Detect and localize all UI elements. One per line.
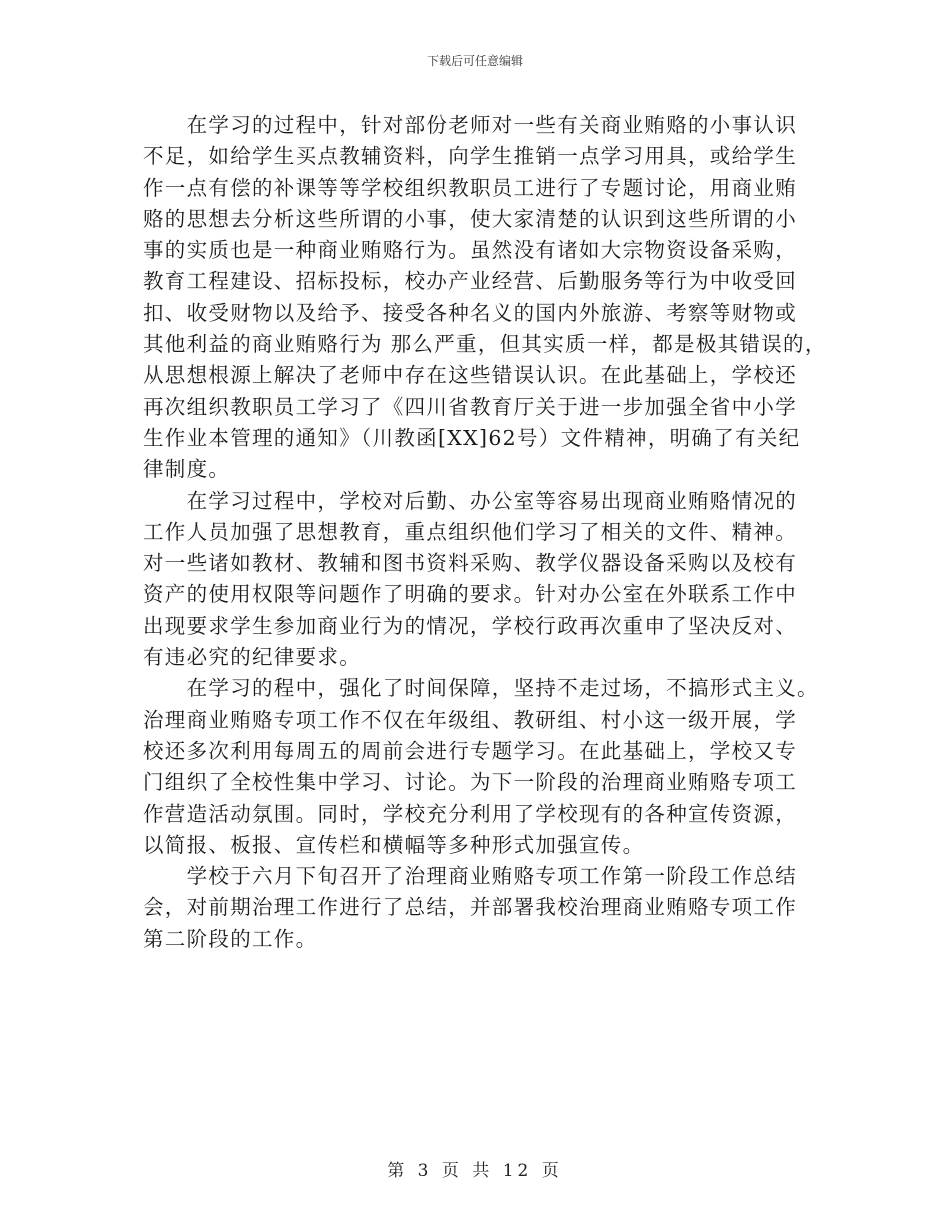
text-line: 在学习的过程中，针对部份老师对一些有关商业贿赂的小事认识: [143, 113, 797, 137]
text-line: 以简报、板报、宣传栏和横幅等多种形式加强宣传。: [143, 832, 645, 857]
text-line: 作营造活动氛围。同时，学校充分利用了学校现有的各种宣传资源，: [143, 801, 797, 826]
page-header: 下载后可任意编辑: [426, 54, 523, 68]
text-line: 资产的使用权限等问题作了明确的要求。针对办公室在外联系工作中: [143, 582, 797, 607]
text-line: 学校于六月下旬召开了治理商业贿赂专项工作第一阶段工作总结: [143, 864, 797, 889]
text-line: 作一点有偿的补课等等学校组织教职员工进行了专题讨论，用商业贿: [143, 175, 797, 200]
paragraph-4: [143, 861, 823, 955]
text-line: 出现要求学生参加商业行为的情况，学校行政再次重申了坚决反对、: [143, 613, 797, 638]
text-line: 会，对前期治理工作进行了总结，并部署我校治理商业贿赂专项工作: [143, 895, 797, 920]
paragraph-2: [143, 486, 823, 674]
page-footer: 第 3 页 共 12 页: [387, 1161, 563, 1181]
text-line: 对一些诸如教材、教辅和图书资料采购、教学仪器设备采购以及校有: [143, 551, 797, 576]
text-line: 再次组织教职员工学习了《四川省教育厅关于进一步加强全省中小学: [143, 394, 797, 419]
text-line: 有违必究的纪律要求。: [143, 645, 361, 670]
text-line: 其他利益的商业贿赂行为 那么严重，但其实质一样，都是极其错误的，: [143, 332, 827, 357]
document-body: [143, 110, 827, 955]
text-line: 从思想根源上解决了老师中存在这些错误认识。在此基础上，学校还: [143, 363, 797, 388]
text-line: 教育工程建设、招标投标，校办产业经营、后勤服务等行为中收受回: [143, 269, 797, 294]
text-line: 在学习的程中，强化了时间保障，坚持不走过场，不搞形式主义。: [143, 676, 819, 701]
text-line: 工作人员加强了思想教育，重点组织他们学习了相关的文件、精神。: [143, 519, 797, 544]
text-line: 赂的思想去分析这些所谓的小事，使大家清楚的认识到这些所谓的小: [143, 206, 797, 231]
paragraph-1: [143, 110, 827, 486]
paragraph-3: [143, 673, 823, 861]
text-line: 第二阶段的工作。: [143, 926, 318, 951]
text-line: 扣、收受财物以及给予、接受各种名义的国内外旅游、考察等财物或: [143, 300, 797, 325]
text-line: 不足，如给学生买点教辅资料，向学生推销一点学习用具，或给学生: [143, 144, 797, 169]
text-line: 生作业本管理的通知》（川教函[XX]62号）文件精神，明确了有关纪: [143, 425, 801, 450]
text-line: 在学习过程中，学校对后勤、办公室等容易出现商业贿赂情况的: [143, 488, 797, 513]
text-line: 门组织了全校性集中学习、讨论。为下一阶段的治理商业贿赂专项工: [143, 770, 797, 795]
text-line: 律制度。: [143, 457, 231, 482]
text-line: 治理商业贿赂专项工作不仅在年级组、教研组、村小这一级开展，学: [143, 707, 797, 732]
text-line: 事的实质也是一种商业贿赂行为。虽然没有诸如大宗物资设备采购，: [143, 238, 797, 263]
text-line: 校还多次利用每周五的周前会进行专题学习。在此基础上，学校又专: [143, 738, 797, 763]
